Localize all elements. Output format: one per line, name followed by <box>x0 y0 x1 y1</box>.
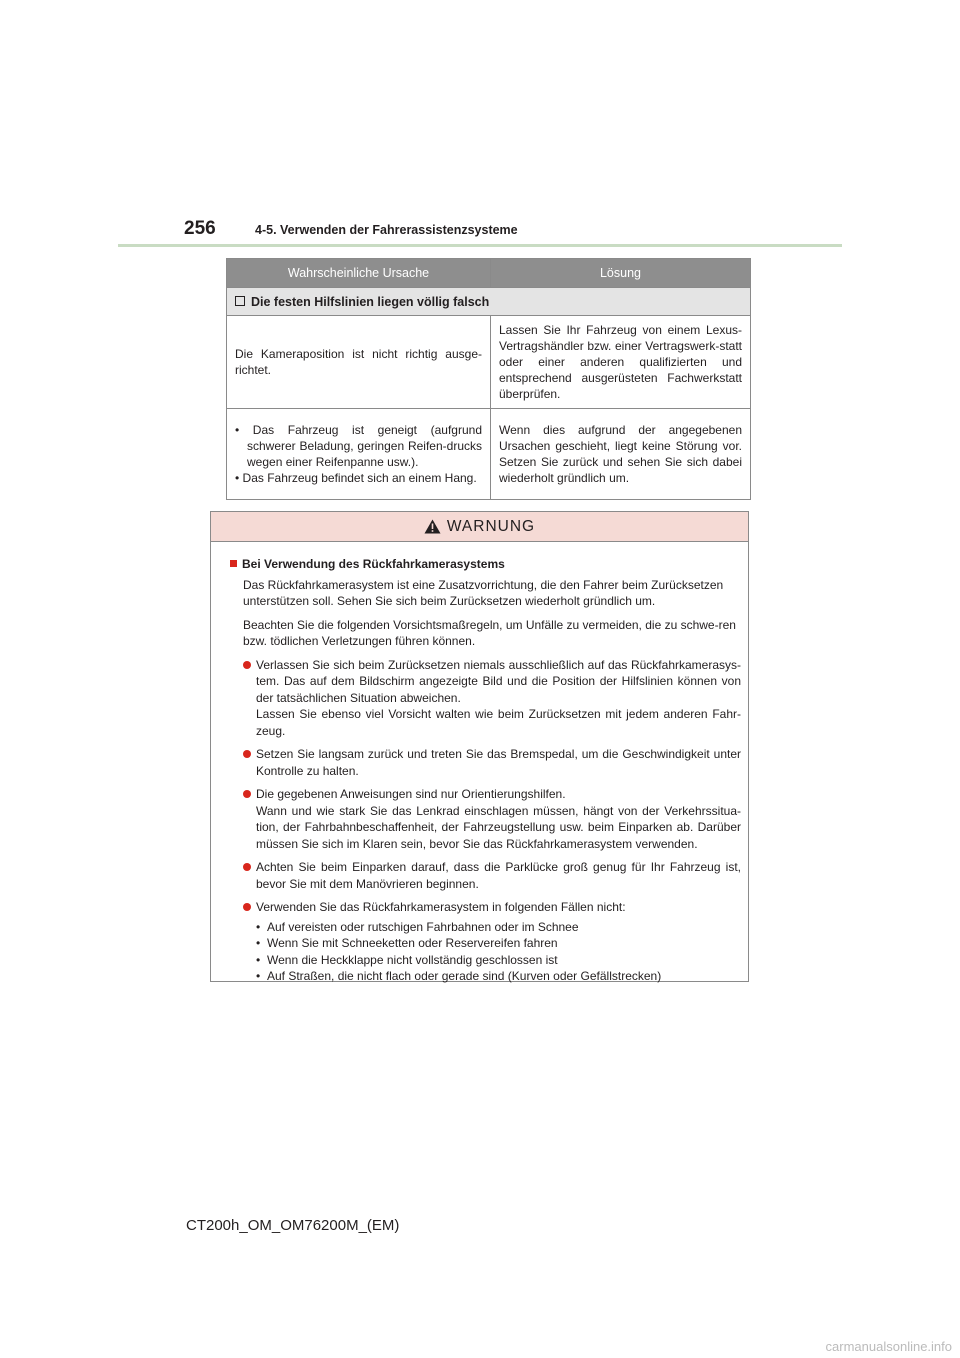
cause-bullet: • Das Fahrzeug befindet sich an einem Hang. <box>235 471 477 485</box>
list-item: • Wenn die Heckklappe nicht vollständig geschlossen ist <box>256 952 741 969</box>
bullet-text: Die gegebenen Anweisungen sind nur Orientierungshilfen. <box>256 787 566 801</box>
bullet-text: Setzen Sie langsam zurück und treten Sie das Bremspedal, um die Geschwindigkeit unter Kontrolle zu halten. <box>256 747 741 778</box>
warning-box <box>210 511 749 982</box>
cause-bullet: • Das Fahrzeug ist geneigt (aufgrund schwerer Beladung, geringen Reifen-drucks wegen einer Reifenpanne usw.). <box>235 423 482 469</box>
warning-header <box>211 512 748 542</box>
warning-title: WARNUNG <box>446 517 536 535</box>
cause-text: Die Kameraposition ist nicht richtig ausge-richtet. <box>235 347 482 377</box>
warning-subheading <box>230 556 741 573</box>
section-title: 4-5. Verwenden der Fahrerassistenzsysteme <box>255 223 518 237</box>
warning-subheading-text: Bei Verwendung des Rückfahrkamerasystems <box>242 557 505 571</box>
red-dot-icon <box>243 661 251 669</box>
category-row <box>227 288 751 316</box>
bullet-text: Wann und wie stark Sie das Lenkrad einschlagen müssen, hängt von der Verkehrssitua-tion, der Fahrbahnbeschaffenheit, der Fahrzeugstellung usw. beim Einparken ab. Darüber müssen Sie sich im Klaren sein, bevor Sie das Rückfahrkamerasystem verwenden. <box>256 803 741 851</box>
red-dot-icon <box>243 903 251 911</box>
bullet-text: Verwenden Sie das Rückfahrkamerasystem in folgenden Fällen nicht: <box>256 900 626 914</box>
red-dot-icon <box>243 750 251 758</box>
red-dot-icon <box>243 790 251 798</box>
checkbox-square-icon <box>235 296 245 306</box>
list-item: • Auf vereisten oder rutschigen Fahrbahnen oder im Schnee <box>256 919 741 936</box>
document-code: CT200h_OM_OM76200M_(EM) <box>186 1217 400 1234</box>
list-item: • Wenn Sie mit Schneeketten oder Reservereifen fahren <box>256 935 741 952</box>
page-number: 256 <box>184 218 216 239</box>
column-header-cause: Wahrscheinliche Ursache <box>227 259 491 288</box>
column-header-solution: Lösung <box>491 259 751 288</box>
red-dot-icon <box>243 863 251 871</box>
warning-paragraph: Beachten Sie die folgenden Vorsichtsmaßregeln, um Unfälle zu vermeiden, die zu schwe-ren bzw. tödlichen Verletzungen führen können. <box>243 617 736 648</box>
cause-solution-table <box>226 258 751 500</box>
category-label: Die festen Hilfslinien liegen völlig falsch <box>251 294 490 309</box>
solution-cell: Lassen Sie Ihr Fahrzeug von einem Lexus-Vertragshändler bzw. einer Vertragswerk-statt oder einer anderen qualifizierten und entsprechend ausgerüsteten Fachwerkstatt überprüfen. <box>491 316 751 409</box>
red-square-icon <box>230 560 237 567</box>
list-item: • Auf Straßen, die nicht flach oder gerade sind (Kurven oder Gefällstrecken) <box>256 968 741 985</box>
bullet-text: Lassen Sie ebenso viel Vorsicht walten wie beim Zurücksetzen mit jedem anderen Fahr-zeug. <box>256 707 741 738</box>
cause-cell <box>227 316 491 409</box>
table-row <box>227 316 751 409</box>
warning-body <box>211 542 748 985</box>
header-rule <box>118 244 842 247</box>
warning-bullet <box>243 859 741 892</box>
cause-cell <box>227 409 491 500</box>
bullet-text: Verlassen Sie sich beim Zurücksetzen niemals ausschließlich auf das Rückfahrkamerasys-tem. Das auf dem Bildschirm angezeigte Bild und die Position der Hilfslinien können von der tatsächlichen Situation abweichen. <box>256 657 741 705</box>
sub-bullet-list <box>230 919 741 985</box>
warning-triangle-icon <box>424 519 441 534</box>
bullet-text: Achten Sie beim Einparken darauf, dass die Parklücke groß genug für Ihr Fahrzeug ist, bevor Sie mit dem Manövrieren beginnen. <box>256 860 741 891</box>
warning-bullet <box>243 657 741 740</box>
solution-cell: Wenn dies aufgrund der angegebenen Ursachen geschieht, liegt keine Störung vor. Setzen Sie zurück und sehen Sie sich dabei wiederholt gründlich um. <box>491 409 751 500</box>
watermark: carmanualsonline.info <box>825 1339 952 1354</box>
warning-bullet <box>243 746 741 779</box>
table-row <box>227 409 751 500</box>
warning-bullet <box>243 899 741 916</box>
warning-bullet <box>243 786 741 852</box>
warning-paragraph: Das Rückfahrkamerasystem ist eine Zusatzvorrichtung, die den Fahrer beim Zurücksetzen unterstützen soll. Sehen Sie sich beim Zurücksetzen wiederholt gründlich um. <box>243 577 724 608</box>
